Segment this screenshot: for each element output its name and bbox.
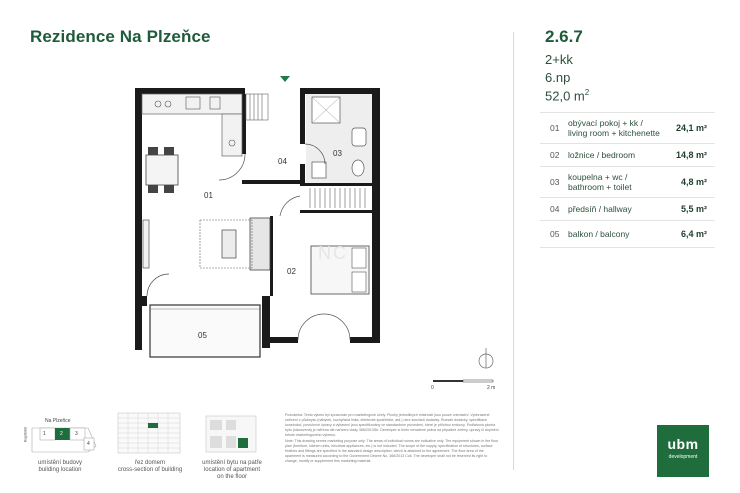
caption-floor-location: umístění bytu na patře location of apartment on the floor [202,460,262,480]
sofa [200,218,270,270]
scale-start: 0 [431,385,434,391]
scale-end: 2 m [487,385,496,391]
room-area: 5,5 m² [680,204,707,214]
room-number: 04 [550,204,560,214]
building-number: 2 [60,431,63,437]
room-label-02: 02 [287,267,296,276]
building-number: 1 [43,431,46,437]
room-name: ložnice / bedroom [568,150,636,160]
unit-code: 2.6.7 [545,27,583,46]
note-cz: Poznámka: Tento výkres byl zpracován pro marketingové účely. Plochy jednotlivých místností jsou pouze orientační. Vyobrazené zařízení v půdorysu (nábytek, kuchyňská linka, elektrické spotřebiče, atd.) není součástí dodávky. Rozsah dodávky, specifikace konstrukcí, povrchové úpravy a vybavení jsou specifikovány ve standardním provedení, které je přílohou smlouvy. Podlahová plocha bytu (stanovená) je měřena dle nařízení vlády 366/2013Sb. Developer si tímto nevadené práva na případné změny, úpravy či doplnění tohoto marketingového výkresu. [285,413,499,437]
unit-floor: 6.np [545,70,571,85]
room-number: 05 [550,229,560,239]
watermark: NC [318,243,348,263]
room-label-03: 03 [333,149,342,158]
room-label-04: 04 [278,157,287,166]
room-area: 14,8 m² [675,150,707,160]
tv-unit [143,220,149,268]
unit-type: 2+kk [545,52,573,67]
room-name: obývací pokoj + kk / living room + kitchenette [568,118,660,138]
room-area: 24,1 m² [675,123,707,133]
floor-location-thumbnail [206,416,256,452]
building-map-side: Kapitolní [22,426,28,443]
caption-cross-section: řez domem cross-section of building [117,460,183,473]
project-title: Rezidence Na Plzeňce [30,27,211,46]
dining-table [146,147,178,193]
room-name: balkon / balcony [568,229,630,239]
entry-arrow-icon [280,76,290,82]
unit-area: 52,0 $m^2$ [545,88,590,104]
building-map-title: Na Plzeňce [45,418,71,424]
room-area: 6,4 m² [680,229,707,239]
room-number: 03 [550,177,560,187]
legal-note [285,413,500,465]
room-label-05: 05 [198,331,207,340]
room-number: 01 [550,123,560,133]
building-number: 4 [87,441,90,447]
caption-building-location: umístění budovy building location [37,460,83,473]
wardrobe [246,94,268,120]
room-label-01: 01 [204,191,213,200]
room-name: koupelna + wc / bathroom + toilet [568,172,632,192]
north-arrow-icon [479,348,493,368]
note-en: Note: This drawing serves marketing purpose only. The areas of individual rooms are indicative only. The equipment shown in the floor plan (furniture, kitchen units, electrical appliances, etc.) is not included. The scope of the supply, specification of structures, surface finishes and fittings are specified in the standard design description, which is attached to the agreement. The floor area of the apartment is measured according to the Government Decree No. 366/2013 Coll. The developer shall not be reserved its right to change, modify or supplement this marketing material. [285,439,499,463]
room-name: předsíň / hallway [568,204,632,214]
scale-bar [433,380,493,382]
room-area: 4,8 m² [680,177,707,187]
kitchen-counter [142,94,242,156]
ubm-logo: ubm development [657,425,709,477]
building-number: 3 [75,431,78,437]
building-location-thumbnail [32,428,96,452]
room-number: 02 [550,150,560,160]
cross-section-thumbnail [118,413,180,453]
